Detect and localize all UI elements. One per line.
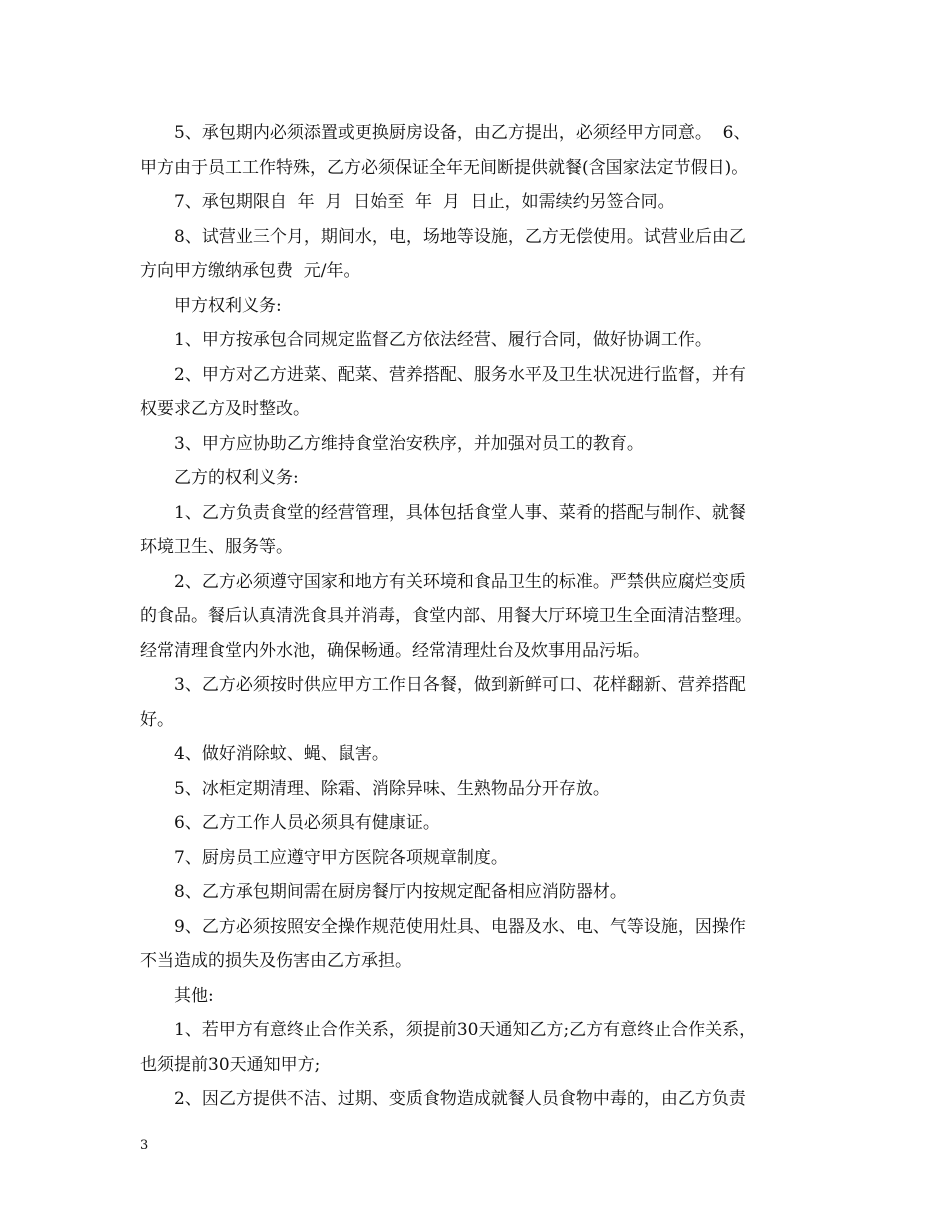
text-line: 也须提前30天通知甲方; bbox=[140, 1054, 321, 1075]
text-line: 的食品。餐后认真清洗食具并消毒，食堂内部、用餐大厅环境卫生全面清洁整理。 bbox=[140, 606, 752, 626]
text-line: 3、乙方必须按时供应甲方工作日各餐，做到新鲜可口、花样翻新、营养搭配 bbox=[174, 675, 746, 695]
text-line: 1、甲方按承包合同规定监督乙方依法经营、履行合同，做好协调工作。 bbox=[174, 330, 712, 350]
text-line: 8、试营业三个月，期间水，电，场地等设施，乙方无偿使用。试营业后由乙 bbox=[174, 226, 746, 247]
text-line: 5、冰柜定期清理、除霜、消除异味、生熟物品分开存放。 bbox=[174, 778, 610, 799]
page-number: 3 bbox=[140, 1138, 149, 1153]
text-line: 环境卫生、服务等。 bbox=[140, 537, 293, 557]
text-line: 9、乙方必须按照安全操作规范使用灶具、电器及水、电、气等设施，因操作 bbox=[174, 916, 746, 937]
text-line: 甲方由于员工工作特殊，乙方必须保证全年无间断提供就餐(含国家法定节假日)。 bbox=[140, 157, 749, 178]
text-line: 权要求乙方及时整改。 bbox=[140, 399, 310, 419]
text-line: 1、乙方负责食堂的经营管理，具体包括食堂人事、菜肴的搭配与制作、就餐 bbox=[174, 502, 746, 523]
document-body bbox=[140, 116, 815, 1117]
text-line: 4、做好消除蚊、蝇、鼠害。 bbox=[174, 744, 389, 764]
text-line: 好。 bbox=[140, 709, 174, 730]
text-line: 不当造成的损失及伤害由乙方承担。 bbox=[140, 951, 412, 971]
text-line: 8、乙方承包期间需在厨房餐厅内按规定配备相应消防器材。 bbox=[174, 882, 627, 902]
text-line: 经常清理食堂内外水池，确保畅通。经常清理灶台及炊事用品污垢。 bbox=[140, 640, 650, 661]
text-line: 1、若甲方有意终止合作关系，须提前30天通知乙方;乙方有意终止合作关系， bbox=[174, 1020, 757, 1040]
text-line: 6、乙方工作人员必须具有健康证。 bbox=[174, 813, 440, 833]
text-line: 方向甲方缴纳承包费 元/年。 bbox=[140, 261, 361, 281]
text-line: 5、承包期内必须添置或更换厨房设备，由乙方提出，必须经甲方同意。 6、 bbox=[174, 123, 751, 143]
text-line: 2、乙方必须遵守国家和地方有关环境和食品卫生的标准。严禁供应腐烂变质 bbox=[174, 571, 746, 592]
text-line: 3、甲方应协助乙方维持食堂治安秩序，并加强对员工的教育。 bbox=[174, 433, 644, 454]
section-heading: 乙方的权利义务: bbox=[174, 468, 299, 488]
section-heading: 甲方权利义务: bbox=[174, 295, 282, 316]
text-line: 7、承包期限自 年 月 日始至 年 月 日止，如需续约另签合同。 bbox=[174, 192, 675, 212]
text-line: 2、因乙方提供不洁、过期、变质食物造成就餐人员食物中毒的，由乙方负责 bbox=[174, 1089, 746, 1109]
text-line: 7、厨房员工应遵守甲方医院各项规章制度。 bbox=[174, 847, 508, 868]
section-heading: 其他: bbox=[174, 985, 214, 1006]
text-line: 2、甲方对乙方进菜、配菜、营养搭配、服务水平及卫生状况进行监督，并有 bbox=[174, 364, 746, 385]
